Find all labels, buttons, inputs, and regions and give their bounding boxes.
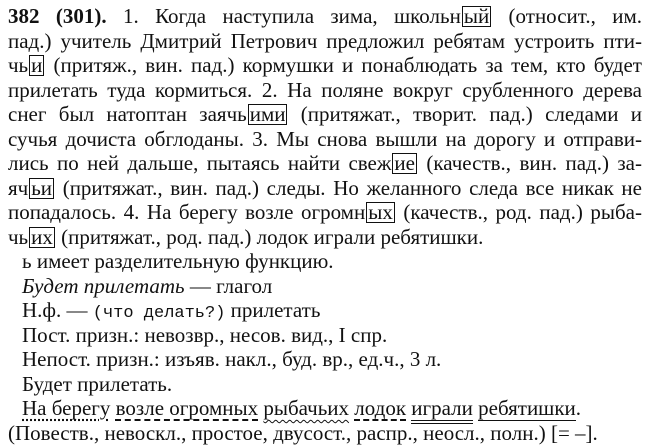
text-line: пад.) учитель Дмитрий Петрович предложил ребятам устроить пти- <box>8 29 642 54</box>
word-ending-box: ими <box>248 104 288 125</box>
text-line: яч ьи (притяжат., вин. пад.) следы. Но желанного следа все никак не <box>8 176 642 201</box>
adverbial-underline: На берегу <box>22 396 110 420</box>
text-line: сучья дочиста обглоданы. 3. Мы снова вышли на дорогу и отправи- <box>8 127 642 152</box>
adverbial-underline: возле огромных <box>116 396 258 420</box>
predicate-underline: играли <box>411 396 473 424</box>
constant-features-line: Пост. призн.: невозвр., несов. вид., I спр. <box>8 323 642 348</box>
exercise-number: 382 (301). <box>8 4 107 28</box>
word-ending-box: ых <box>366 202 395 223</box>
subject-underline: ребятишки <box>478 396 576 421</box>
text-line: лись по ней дальше, пытаясь найти свеж ие (качеств., вин. пад.) за- <box>8 151 642 176</box>
word-ending-box: ьи <box>29 178 54 199</box>
word-ending-box: ый <box>462 6 491 27</box>
text-line: 382 (301). 1. Когда наступила зима, школьн ый (относит., им. <box>8 4 642 29</box>
question-text: (что делать?) <box>93 304 226 323</box>
attribute-underline: рыбачьих <box>263 396 349 420</box>
parsed-sentence: На берегу возле огромных рыбачьих лодок играли ребятишки. <box>8 396 642 421</box>
word-ending-box: их <box>29 227 55 248</box>
word-ending-box: ие <box>392 153 417 174</box>
text-line: попадалось. 4. На берегу возле огромн ых (качеств., род. пад.) рыба- <box>8 200 642 225</box>
text-line: чь и (притяж., вин. пад.) кормушки и понаблюдать за тем, кто будет <box>8 53 642 78</box>
variable-features-line: Непост. призн.: изъяв. накл., буд. вр., ед.ч., 3 л. <box>8 347 642 372</box>
object-underline: лодок <box>354 396 406 420</box>
text-line: чь их (притяжат., род. пад.) лодок играли ребятишки. <box>8 225 642 250</box>
verb-heading: Будет прилетать — глагол <box>8 274 642 299</box>
predicate-line: Будет прилетать. <box>8 372 642 397</box>
initial-form-line: Н.ф. — (что делать?) прилетать <box>8 298 642 323</box>
sentence-characteristics: (Повеств., невоскл., простое, двусост., распр., неосл., полн.) [= –]. <box>8 421 642 445</box>
text-line: снег был натоптан заячь ими (притяжат., творит. пад.) следами и <box>8 102 642 127</box>
text-line: прилетать туда кормиться. 2. На поляне вокруг срубленного дерева <box>8 78 642 103</box>
soft-sign-note: ь имеет разделительную функцию. <box>8 249 642 274</box>
word-ending-box: и <box>29 55 44 76</box>
